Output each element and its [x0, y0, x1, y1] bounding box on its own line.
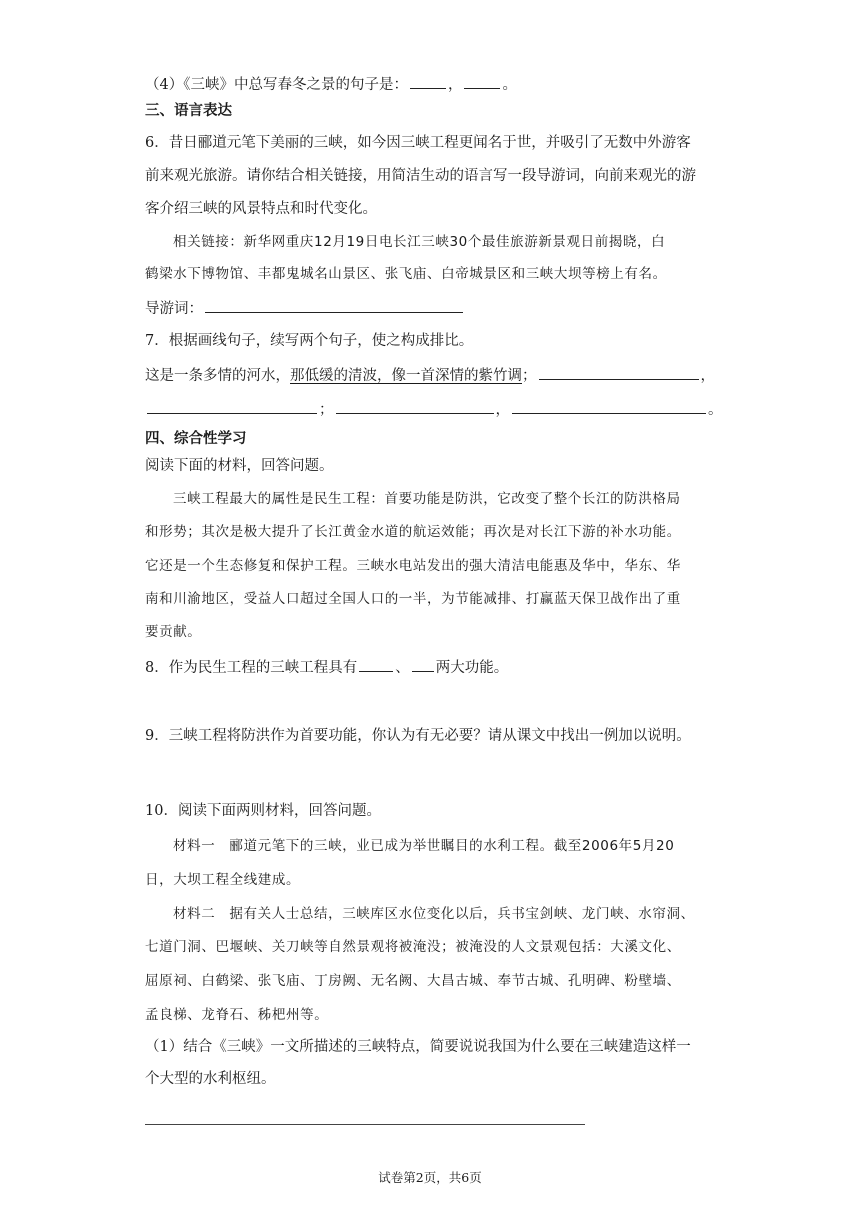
question-8-suffix: 两大功能。 — [435, 660, 509, 676]
punctuation: ， — [495, 402, 510, 418]
punctuation: 。 — [502, 77, 517, 93]
sentence-lead: 这是一条多情的河水， — [145, 368, 290, 384]
material-one-line: 日，大坝工程全线建成。 — [145, 872, 301, 888]
answer-blank[interactable] — [359, 657, 393, 672]
answer-line[interactable] — [205, 298, 463, 313]
reading-paragraph-line: 要贡献。 — [145, 624, 202, 640]
answer-blank[interactable] — [464, 74, 500, 89]
question-6-line: 前来观光旅游。请你结合相关链接，用简洁生动的语言写一段导游词，向前来观光的游 — [145, 168, 696, 184]
material-two-line: 孟良梯、龙脊石、秭杷州等。 — [145, 1007, 329, 1023]
question-4 — [145, 74, 517, 95]
question-4-text: （4）《三峡》中总写春冬之景的句子是： — [145, 77, 408, 93]
reading-paragraph-line: 和形势；其次是极大提升了长江黄金水道的航运效能；再次是对长江下游的补水功能。 — [145, 524, 681, 540]
answer-blank[interactable] — [412, 657, 434, 672]
underlined-sentence: 那低缓的清波，像一首深情的紫竹调 — [290, 368, 522, 384]
punctuation: ； — [522, 368, 537, 384]
page-footer: 试卷第2页，共6页 — [378, 1170, 482, 1185]
reading-intro: 阅读下面的材料，回答问题。 — [145, 458, 334, 474]
question-7-prompt: 7．根据画线句子，续写两个句子，使之构成排比。 — [145, 333, 474, 349]
question-8-text: 8．作为民生工程的三峡工程具有 — [145, 660, 358, 676]
punctuation: ， — [447, 77, 463, 93]
punctuation: ， — [700, 368, 715, 384]
material-two-line: 七道门洞、巴堰峡、关刀峡等自然景观将被淹没；被淹没的人文景观包括：大溪文化、 — [145, 939, 681, 955]
material-two-line: 屈原祠、白鹤梁、张飞庙、丁房阙、无名阙、大昌古城、奉节古城、孔明碑、粉壁墙、 — [145, 973, 681, 989]
section-heading-language: 三、语言表达 — [145, 103, 232, 119]
question-8 — [145, 657, 508, 678]
answer-line[interactable] — [145, 1124, 585, 1125]
related-link-line: 鹤梁水下博物馆、丰都鬼城名山景区、张飞庙、白帝城景区和三峡大坝等榜上有名。 — [145, 266, 667, 282]
punctuation: ； — [319, 402, 334, 418]
reading-paragraph-line: 南和川渝地区，受益人口超过全国人口的一半，为节能减排、打赢蓝天保卫战作出了重 — [145, 591, 681, 607]
tour-guide-answer — [145, 298, 465, 319]
answer-blank[interactable] — [512, 399, 706, 414]
material-one-line: 材料一 郦道元笔下的三峡，业已成为举世瞩目的水利工程。截至2006年5月20 — [173, 838, 675, 854]
reading-paragraph-line: 它还是一个生态修复和保护工程。三峡水电站发出的强大清洁电能惠及华中，华东、华 — [145, 558, 681, 574]
related-link-line: 相关链接：新华网重庆12月19日电长江三峡30个最佳旅游新景观日前揭晓，白 — [173, 234, 666, 250]
answer-blank[interactable] — [410, 74, 446, 89]
answer-blank[interactable] — [336, 399, 494, 414]
section-heading-comprehensive: 四、综合性学习 — [145, 431, 247, 447]
answer-blank[interactable] — [539, 365, 699, 380]
question-7-blanks — [145, 399, 723, 420]
material-two-line: 材料二 据有关人士总结，三峡库区水位变化以后，兵书宝剑峡、龙门峡、水帘洞、 — [173, 906, 695, 922]
punctuation: 、 — [395, 660, 410, 676]
question-9: 9．三峡工程将防洪作为首要功能，你认为有无必要？请从课文中找出一例加以说明。 — [145, 728, 691, 744]
answer-label: 导游词： — [145, 301, 203, 317]
question-10-prompt: 10．阅读下面两则材料，回答问题。 — [145, 803, 381, 819]
question-7-sentence — [145, 365, 715, 386]
question-6-line: 客介绍三峡的风景特点和时代变化。 — [145, 201, 377, 217]
question-10-sub1-line: （1）结合《三峡》一文所描述的三峡特点，简要说说我国为什么要在三峡建造这样一 — [145, 1039, 691, 1055]
question-10-sub1-line: 个大型的水利枢纽。 — [145, 1071, 276, 1087]
reading-paragraph-line: 三峡工程最大的属性是民生工程：首要功能是防洪，它改变了整个长江的防洪格局 — [173, 491, 681, 507]
answer-blank[interactable] — [147, 399, 317, 414]
punctuation: 。 — [708, 402, 723, 418]
question-6-line: 6．昔日郦道元笔下美丽的三峡，如今因三峡工程更闻名于世，并吸引了无数中外游客 — [145, 135, 691, 151]
